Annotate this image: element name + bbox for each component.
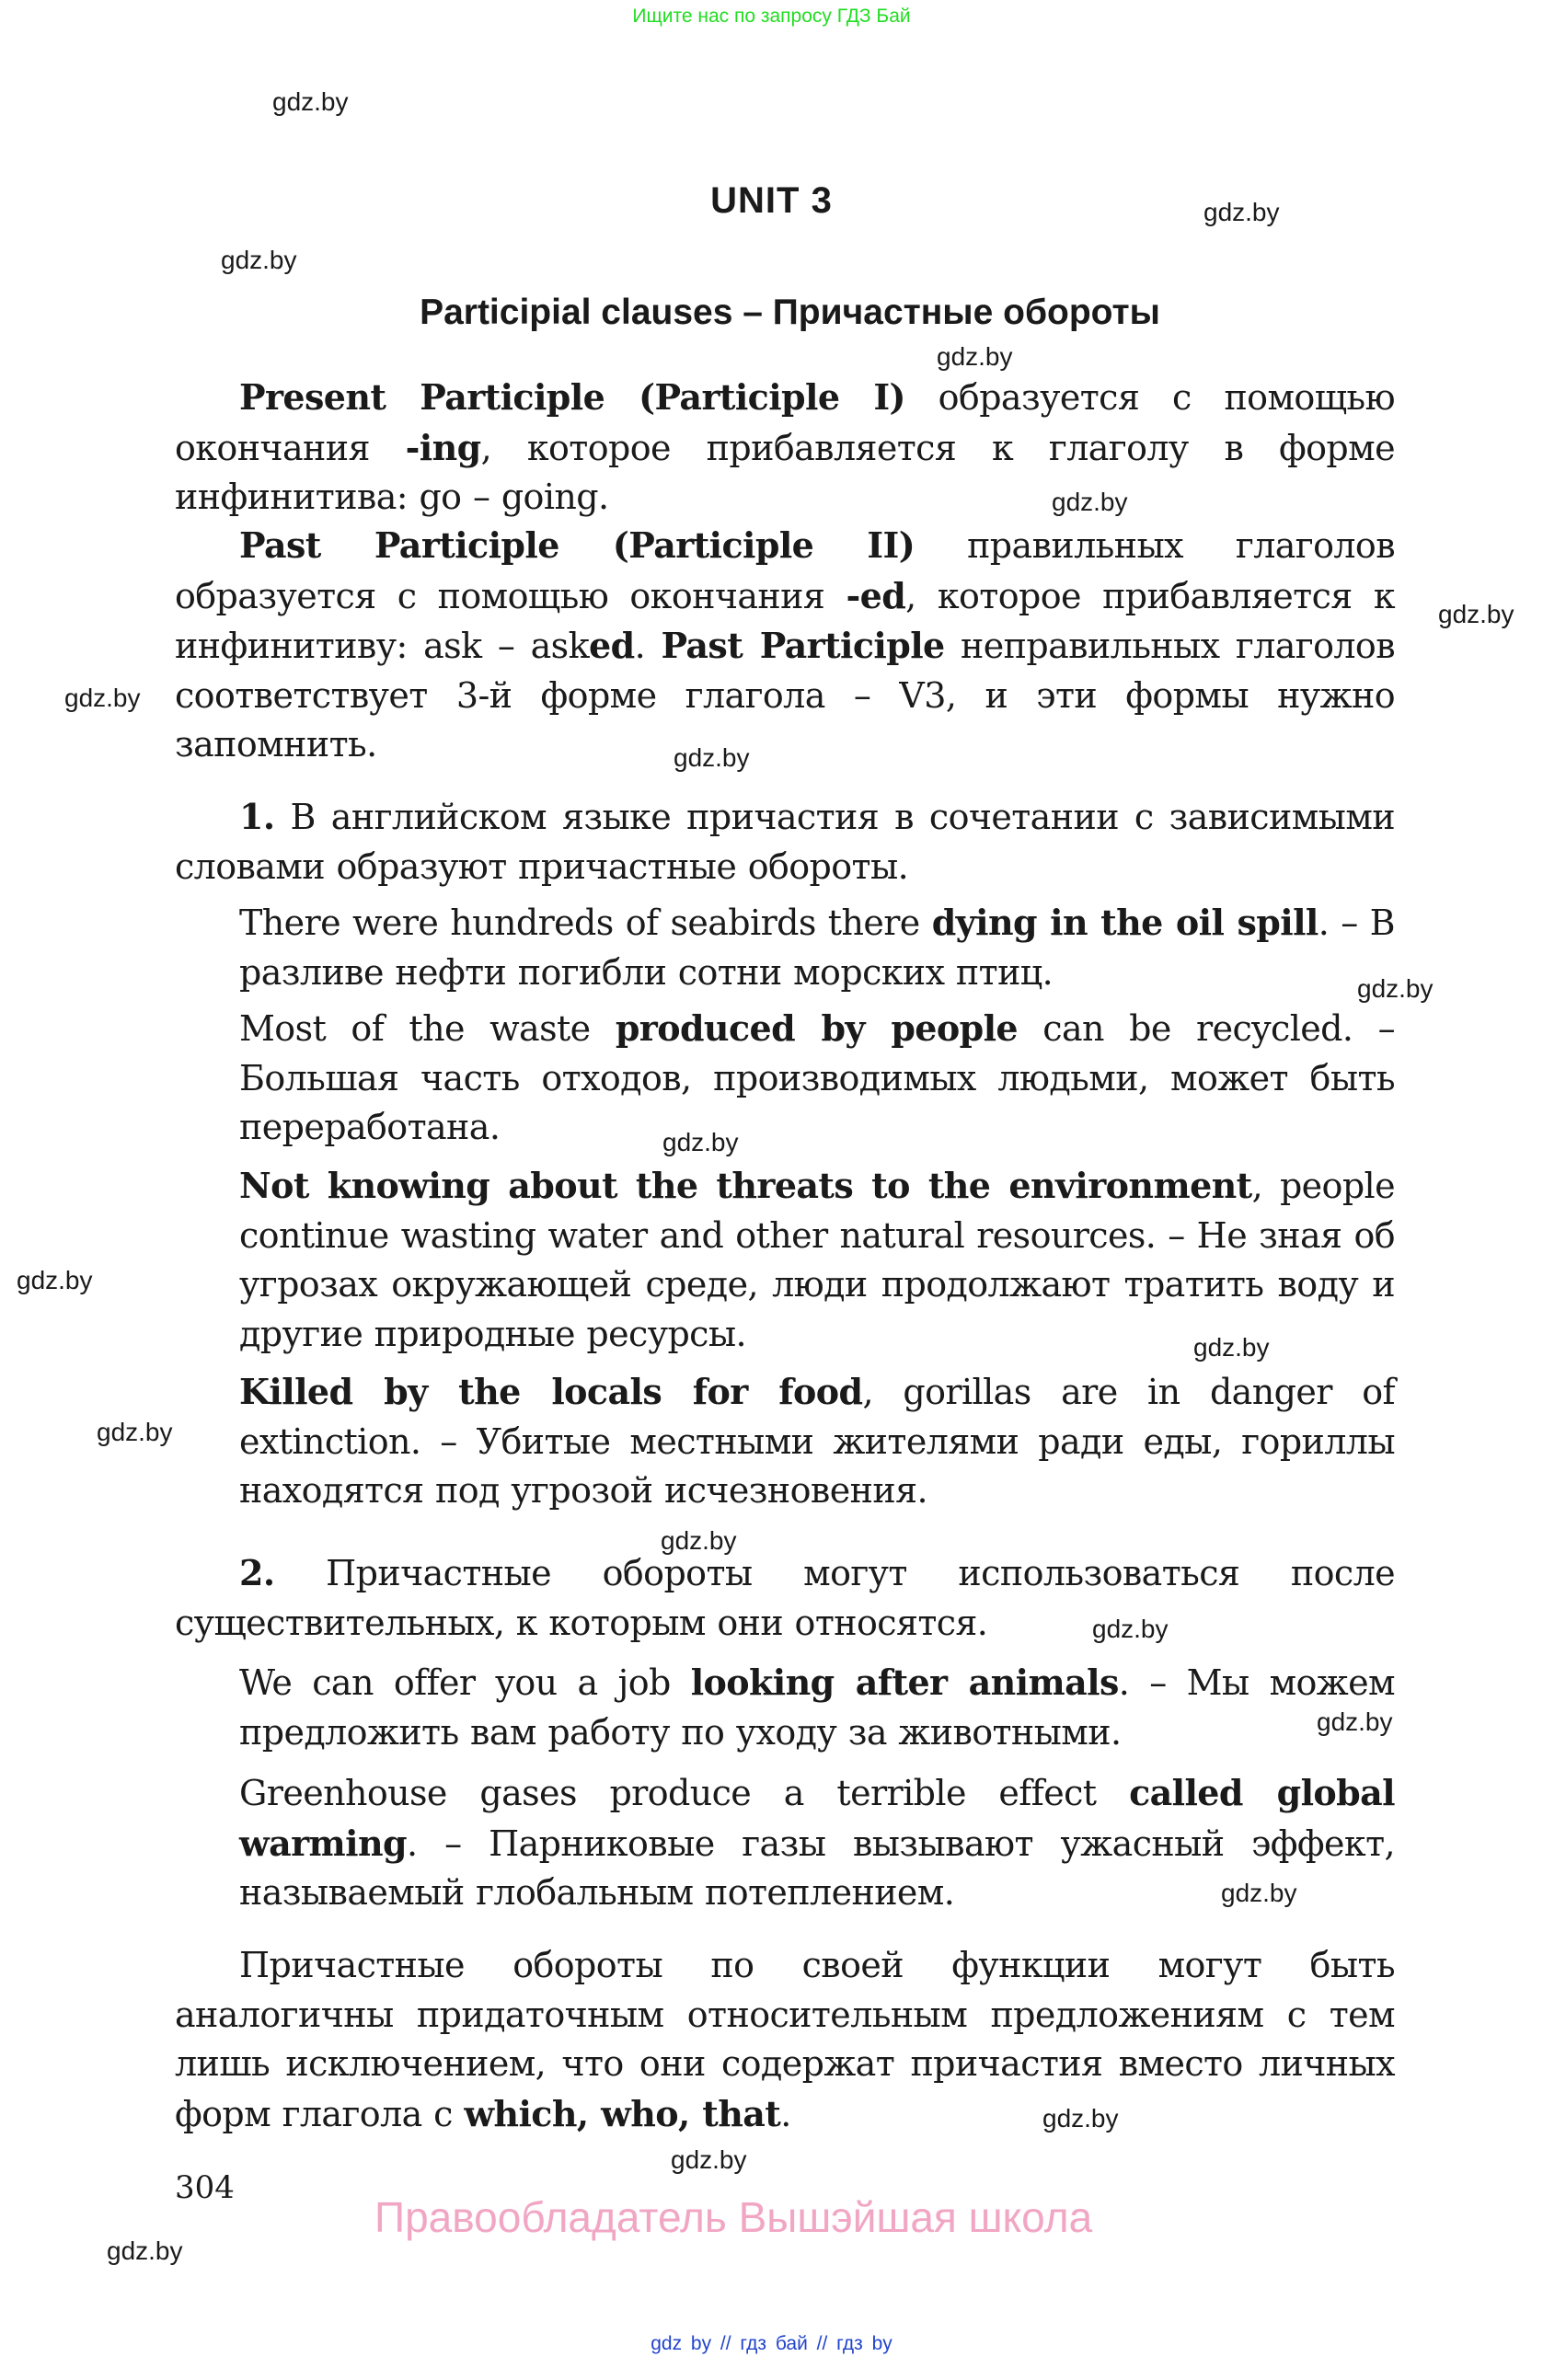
copyright-notice: Правообладатель Вышэйшая школа <box>374 2193 1093 2241</box>
text: , которое прибавляется к инфинитиву: ask – ask <box>175 575 1395 666</box>
example-2 <box>239 1004 1395 1153</box>
paragraph-present-participle <box>175 373 1395 523</box>
watermark: gdz.by <box>107 2236 183 2265</box>
text: , people continue wasting water and other natural resources. – Не зная об угрозах окружающей среде, люди продолжают тратить воду и другие природные ресурсы. <box>239 1166 1395 1354</box>
suffix-ing: -ing <box>405 426 481 468</box>
text: Причастные обороты по своей функции могут быть аналогичны придаточным относительным предложениям с тем лишь исключением, что они содержат причастия вместо личных форм глагола с <box>175 1945 1395 2134</box>
text: , gorillas are in danger of extinction. – Убитые местными жителями ради еды, гориллы находятся под угрозой исчезновения. <box>239 1372 1395 1511</box>
term-present-participle: Present Participle (Participle I) <box>239 376 905 418</box>
text: образуется с помощью окончания <box>175 377 1395 468</box>
example-4 <box>239 1367 1395 1516</box>
text: can be recycled. – Большая часть отходов, производимых людьми, может быть переработана. <box>239 1008 1395 1147</box>
watermark: gdz.by <box>1221 1879 1297 1907</box>
text: . <box>634 626 662 666</box>
watermark: gdz.by <box>1052 488 1128 516</box>
watermark: gdz.by <box>97 1418 173 1446</box>
suffix-ed-example: ed <box>589 625 635 666</box>
highlighted-clause: looking after animals <box>690 1661 1119 1703</box>
text: Most of the waste <box>239 1008 616 1049</box>
unit-title: UNIT 3 <box>710 180 833 221</box>
highlighted-clause: dying in the oil spill <box>931 902 1318 943</box>
relative-pronouns: which, who, that <box>464 2092 781 2134</box>
text: . – Парниковые газы вызывают ужасный эффект, называемый глобальным потеплением. <box>239 1822 1395 1913</box>
watermark: gdz.by <box>272 87 349 116</box>
text: Причастные обороты могут использоваться после существительных, к которым они относятся. <box>175 1553 1395 1643</box>
highlighted-clause: produced by people <box>615 1007 1018 1049</box>
rule-1 <box>175 792 1395 891</box>
text: . – Мы можем предложить вам работу по уходу за животными. <box>239 1662 1396 1753</box>
rule-number: 2. <box>239 1552 275 1593</box>
watermark: gdz.by <box>937 342 1013 371</box>
example-1 <box>239 898 1395 997</box>
watermark: gdz.by <box>1042 2104 1119 2133</box>
term-past-participle-2: Past Participle <box>661 625 945 666</box>
watermark: gdz.by <box>1357 974 1434 1003</box>
text: There were hundreds of seabirds there <box>239 903 932 943</box>
term-past-participle: Past Participle (Participle II) <box>239 524 915 566</box>
watermark: gdz.by <box>1317 1707 1393 1736</box>
text: . – В разливе нефти погибли сотни морских птиц. <box>239 903 1395 993</box>
paragraph-past-participle <box>175 521 1395 770</box>
text: We can offer you a job <box>239 1662 691 1703</box>
watermark: gdz.by <box>1092 1615 1169 1643</box>
watermark: gdz.by <box>64 684 141 712</box>
highlighted-clause: Killed by the locals for food <box>239 1371 863 1412</box>
rule-2 <box>175 1548 1395 1648</box>
suffix-ed: -ed <box>846 574 906 616</box>
watermark: gdz.by <box>1438 600 1514 628</box>
watermark: gdz.by <box>661 1526 737 1555</box>
rule-number: 1. <box>239 796 275 837</box>
watermark: gdz.by <box>1193 1333 1270 1362</box>
section-title: Participial clauses – Причастные обороты <box>420 293 1160 332</box>
watermark: gdz.by <box>674 743 750 772</box>
page-number: 304 <box>175 2169 235 2206</box>
footer-links[interactable]: gdz by // гдз бай // гдз by <box>651 2333 892 2354</box>
watermark: gdz.by <box>17 1266 93 1294</box>
top-banner-link[interactable]: Ищите нас по запросу ГДЗ Бай <box>632 6 911 27</box>
watermark: gdz.by <box>671 2145 747 2174</box>
watermark: gdz.by <box>1203 198 1280 226</box>
watermark: gdz.by <box>662 1128 739 1156</box>
text: правильных глаголов образуется с помощью окончания <box>175 525 1396 616</box>
example-5 <box>239 1658 1395 1757</box>
text: , которое прибавляется к глаголу в форме инфинитива: go – going. <box>175 427 1395 517</box>
text: неправильных глаголов соответствует 3-й форме глагола – V3, и эти формы нужно запомнить. <box>175 626 1395 765</box>
paragraph-final <box>175 1941 1395 2139</box>
highlighted-clause: called global warming <box>239 1772 1395 1864</box>
text: В английском языке причастия в сочетании с зависимыми словами образуют причастные обороты. <box>175 797 1395 887</box>
text: . <box>780 2093 791 2134</box>
example-3 <box>239 1161 1395 1359</box>
watermark: gdz.by <box>221 246 297 274</box>
highlighted-clause: Not knowing about the threats to the environment <box>239 1165 1252 1206</box>
text: Greenhouse gases produce a terrible effect <box>239 1773 1130 1813</box>
